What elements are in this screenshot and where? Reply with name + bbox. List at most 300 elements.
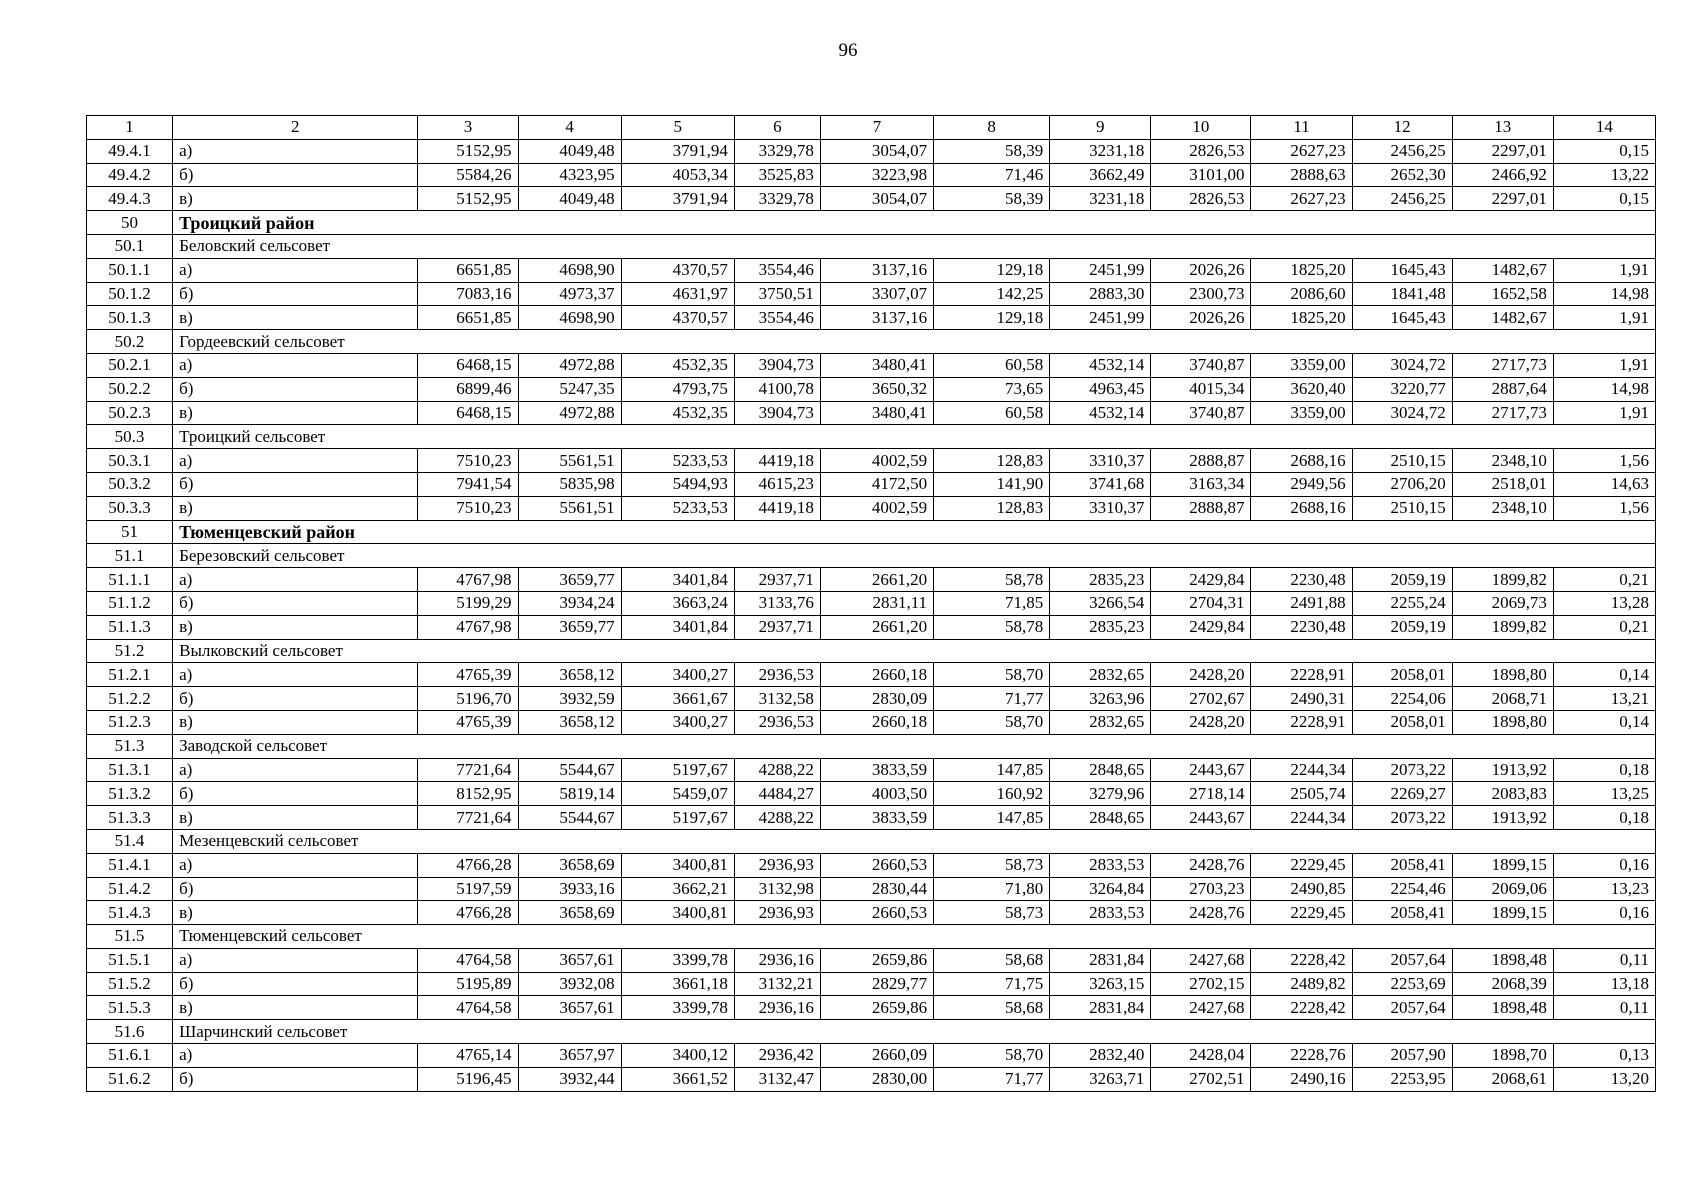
table-cell: 3279,96	[1050, 782, 1151, 806]
table-row	[87, 806, 1656, 830]
table-cell: 1482,67	[1452, 306, 1553, 330]
table-cell: 2348,10	[1452, 449, 1553, 473]
table-cell: 3480,41	[820, 353, 933, 377]
table-cell: 2888,87	[1151, 449, 1251, 473]
table-cell: 4288,22	[734, 758, 820, 782]
table-cell: 3658,12	[518, 663, 621, 687]
council-title: Беловский сельсовет	[173, 234, 1656, 258]
table-row	[87, 1044, 1656, 1068]
column-header: 10	[1151, 116, 1251, 140]
table-cell: 2451,99	[1050, 258, 1151, 282]
table-cell: 4419,18	[734, 496, 820, 520]
table-cell: 4049,48	[518, 187, 621, 211]
table-cell: 3054,07	[820, 139, 933, 163]
table-cell: 4615,23	[734, 472, 820, 496]
council-title: Тюменцевский сельсовет	[173, 925, 1656, 949]
table-cell: 3904,73	[734, 353, 820, 377]
table-cell: 3904,73	[734, 401, 820, 425]
table-row	[87, 353, 1656, 377]
council-title: Гордеевский сельсовет	[173, 330, 1656, 354]
table-cell: 2826,53	[1151, 139, 1251, 163]
table-cell: 2887,64	[1452, 377, 1553, 401]
table-cell: 4972,88	[518, 353, 621, 377]
table-cell: 3661,18	[621, 972, 734, 996]
table-cell: 2627,23	[1251, 187, 1352, 211]
table-cell: 1913,92	[1452, 758, 1553, 782]
table-cell: 5247,35	[518, 377, 621, 401]
table-cell: 58,70	[934, 1044, 1050, 1068]
council-title: Вылковский сельсовет	[173, 639, 1656, 663]
table-cell: 3932,59	[518, 687, 621, 711]
column-header: 14	[1553, 116, 1655, 140]
table-cell: 71,80	[934, 877, 1050, 901]
table-cell: 1645,43	[1352, 258, 1452, 282]
row-code: 51.4.1	[87, 853, 173, 877]
table-cell: 2069,73	[1452, 591, 1553, 615]
row-letter: а)	[173, 853, 418, 877]
table-cell: 3263,15	[1050, 972, 1151, 996]
table-cell: 2427,68	[1151, 996, 1251, 1020]
row-code: 49.4.1	[87, 139, 173, 163]
table-cell: 2059,19	[1352, 568, 1452, 592]
table-cell: 2848,65	[1050, 758, 1151, 782]
table-cell: 0,13	[1553, 1044, 1655, 1068]
table-row	[87, 710, 1656, 734]
table-cell: 2254,46	[1352, 877, 1452, 901]
row-code: 51	[87, 520, 173, 544]
table-cell: 2518,01	[1452, 472, 1553, 496]
table-cell: 3400,81	[621, 853, 734, 877]
table-cell: 3400,81	[621, 901, 734, 925]
table-cell: 1913,92	[1452, 806, 1553, 830]
row-letter: б)	[173, 472, 418, 496]
row-letter: а)	[173, 139, 418, 163]
table-cell: 13,21	[1553, 687, 1655, 711]
table-cell: 2068,71	[1452, 687, 1553, 711]
column-header: 7	[820, 116, 933, 140]
column-header: 13	[1452, 116, 1553, 140]
table-cell: 2704,31	[1151, 591, 1251, 615]
table-cell: 4973,37	[518, 282, 621, 306]
table-cell: 3263,96	[1050, 687, 1151, 711]
table-row	[87, 663, 1656, 687]
table-cell: 2443,67	[1151, 806, 1251, 830]
tariff-table	[86, 115, 1656, 1092]
subsection-row	[87, 425, 1656, 449]
page-number: 96	[838, 40, 858, 61]
section-row	[87, 211, 1656, 235]
table-cell: 2253,69	[1352, 972, 1452, 996]
row-code: 51.2.1	[87, 663, 173, 687]
table-cell: 129,18	[934, 258, 1050, 282]
table-cell: 0,18	[1553, 758, 1655, 782]
table-cell: 3741,68	[1050, 472, 1151, 496]
table-cell: 2937,71	[734, 568, 820, 592]
table-cell: 2937,71	[734, 615, 820, 639]
row-letter: в)	[173, 306, 418, 330]
table-cell: 1825,20	[1251, 306, 1352, 330]
table-cell: 0,21	[1553, 615, 1655, 639]
table-cell: 2229,45	[1251, 853, 1352, 877]
table-cell: 2883,30	[1050, 282, 1151, 306]
table-cell: 2936,42	[734, 1044, 820, 1068]
table-cell: 2428,04	[1151, 1044, 1251, 1068]
column-header: 9	[1050, 116, 1151, 140]
row-letter: а)	[173, 663, 418, 687]
table-cell: 2456,25	[1352, 139, 1452, 163]
table-cell: 2228,42	[1251, 996, 1352, 1020]
table-cell: 3662,49	[1050, 163, 1151, 187]
table-cell: 2428,20	[1151, 663, 1251, 687]
row-letter: б)	[173, 377, 418, 401]
table-cell: 2510,15	[1352, 449, 1452, 473]
table-cell: 2244,34	[1251, 758, 1352, 782]
table-cell: 2510,15	[1352, 496, 1452, 520]
table-cell: 4419,18	[734, 449, 820, 473]
table-cell: 3662,21	[621, 877, 734, 901]
table-cell: 2083,83	[1452, 782, 1553, 806]
table-cell: 7941,54	[418, 472, 518, 496]
table-row	[87, 139, 1656, 163]
row-code: 51.4.3	[87, 901, 173, 925]
table-cell: 1482,67	[1452, 258, 1553, 282]
table-cell: 3933,16	[518, 877, 621, 901]
table-cell: 3263,71	[1050, 1067, 1151, 1091]
table-cell: 3220,77	[1352, 377, 1452, 401]
table-cell: 2661,20	[820, 568, 933, 592]
table-row	[87, 282, 1656, 306]
table-cell: 2659,86	[820, 996, 933, 1020]
row-code: 51.5.2	[87, 972, 173, 996]
table-cell: 5835,98	[518, 472, 621, 496]
table-row	[87, 472, 1656, 496]
table-cell: 1,91	[1553, 353, 1655, 377]
table-cell: 2505,74	[1251, 782, 1352, 806]
row-letter: а)	[173, 948, 418, 972]
row-code: 49.4.2	[87, 163, 173, 187]
table-cell: 5233,53	[621, 496, 734, 520]
table-cell: 58,68	[934, 996, 1050, 1020]
table-cell: 7083,16	[418, 282, 518, 306]
row-code: 51.3.3	[87, 806, 173, 830]
table-cell: 4972,88	[518, 401, 621, 425]
table-cell: 2835,23	[1050, 568, 1151, 592]
council-title: Заводской сельсовет	[173, 734, 1656, 758]
table-cell: 2228,42	[1251, 948, 1352, 972]
table-cell: 14,98	[1553, 377, 1655, 401]
table-cell: 3934,24	[518, 591, 621, 615]
table-cell: 2936,53	[734, 663, 820, 687]
table-cell: 2718,14	[1151, 782, 1251, 806]
table-cell: 0,16	[1553, 901, 1655, 925]
table-cell: 3400,27	[621, 663, 734, 687]
table-cell: 6651,85	[418, 306, 518, 330]
table-cell: 3661,67	[621, 687, 734, 711]
table-cell: 2830,44	[820, 877, 933, 901]
table-cell: 4631,97	[621, 282, 734, 306]
row-letter: б)	[173, 163, 418, 187]
table-cell: 13,20	[1553, 1067, 1655, 1091]
row-code: 51.2.2	[87, 687, 173, 711]
table-cell: 4767,98	[418, 615, 518, 639]
table-cell: 4015,34	[1151, 377, 1251, 401]
table-row	[87, 948, 1656, 972]
table-cell: 2228,91	[1251, 710, 1352, 734]
table-cell: 4370,57	[621, 306, 734, 330]
row-code: 50.2.1	[87, 353, 173, 377]
table-cell: 2244,34	[1251, 806, 1352, 830]
table-cell: 3132,21	[734, 972, 820, 996]
table-cell: 3101,00	[1151, 163, 1251, 187]
table-cell: 129,18	[934, 306, 1050, 330]
table-cell: 1,91	[1553, 306, 1655, 330]
table-cell: 2230,48	[1251, 615, 1352, 639]
table-cell: 3400,12	[621, 1044, 734, 1068]
table-cell: 1898,80	[1452, 710, 1553, 734]
table-cell: 5544,67	[518, 806, 621, 830]
row-code: 51.5.3	[87, 996, 173, 1020]
table-row	[87, 782, 1656, 806]
row-code: 51.3.1	[87, 758, 173, 782]
table-cell: 2831,84	[1050, 948, 1151, 972]
table-cell: 2058,41	[1352, 853, 1452, 877]
table-cell: 14,63	[1553, 472, 1655, 496]
table-cell: 4764,58	[418, 996, 518, 1020]
table-cell: 5199,29	[418, 591, 518, 615]
table-cell: 3833,59	[820, 806, 933, 830]
table-cell: 3329,78	[734, 187, 820, 211]
subsection-row	[87, 330, 1656, 354]
row-code: 50.2.3	[87, 401, 173, 425]
table-cell: 5152,95	[418, 187, 518, 211]
table-cell: 4766,28	[418, 901, 518, 925]
table-cell: 2428,76	[1151, 853, 1251, 877]
table-cell: 13,18	[1553, 972, 1655, 996]
table-cell: 3132,98	[734, 877, 820, 901]
table-cell: 2429,84	[1151, 615, 1251, 639]
row-letter: в)	[173, 187, 418, 211]
table-cell: 60,58	[934, 353, 1050, 377]
table-cell: 4793,75	[621, 377, 734, 401]
district-title: Троицкий район	[173, 211, 1656, 235]
row-letter: а)	[173, 353, 418, 377]
district-title: Тюменцевский район	[173, 520, 1656, 544]
row-code: 51.2	[87, 639, 173, 663]
table-cell: 5196,70	[418, 687, 518, 711]
table-cell: 4002,59	[820, 496, 933, 520]
table-cell: 4764,58	[418, 948, 518, 972]
table-cell: 2936,93	[734, 901, 820, 925]
table-cell: 2703,23	[1151, 877, 1251, 901]
table-cell: 4766,28	[418, 853, 518, 877]
table-cell: 2490,31	[1251, 687, 1352, 711]
table-cell: 1645,43	[1352, 306, 1452, 330]
table-cell: 2269,27	[1352, 782, 1452, 806]
subsection-row	[87, 639, 1656, 663]
row-code: 51.1.3	[87, 615, 173, 639]
table-cell: 2069,06	[1452, 877, 1553, 901]
column-header: 11	[1251, 116, 1352, 140]
table-cell: 1,91	[1553, 401, 1655, 425]
table-cell: 1,91	[1553, 258, 1655, 282]
table-cell: 2829,77	[820, 972, 933, 996]
table-cell: 2489,82	[1251, 972, 1352, 996]
table-cell: 2073,22	[1352, 758, 1452, 782]
table-cell: 2702,51	[1151, 1067, 1251, 1091]
table-cell: 3399,78	[621, 996, 734, 1020]
table-cell: 2254,06	[1352, 687, 1452, 711]
table-cell: 3223,98	[820, 163, 933, 187]
column-header: 8	[934, 116, 1050, 140]
table-cell: 58,78	[934, 615, 1050, 639]
row-code: 51.4	[87, 829, 173, 853]
subsection-row	[87, 925, 1656, 949]
table-cell: 2443,67	[1151, 758, 1251, 782]
table-cell: 6468,15	[418, 353, 518, 377]
table-cell: 4053,34	[621, 163, 734, 187]
row-letter: б)	[173, 877, 418, 901]
table-cell: 2058,41	[1352, 901, 1452, 925]
table-cell: 71,85	[934, 591, 1050, 615]
table-row	[87, 568, 1656, 592]
table-cell: 2835,23	[1050, 615, 1151, 639]
table-cell: 58,70	[934, 710, 1050, 734]
table-cell: 2688,16	[1251, 496, 1352, 520]
table-cell: 4003,50	[820, 782, 933, 806]
table-cell: 0,18	[1553, 806, 1655, 830]
row-code: 51.2.3	[87, 710, 173, 734]
table-cell: 2228,76	[1251, 1044, 1352, 1068]
table-cell: 2451,99	[1050, 306, 1151, 330]
table-cell: 0,15	[1553, 139, 1655, 163]
table-cell: 1898,80	[1452, 663, 1553, 687]
table-cell: 2833,53	[1050, 853, 1151, 877]
table-cell: 3359,00	[1251, 353, 1352, 377]
table-row	[87, 853, 1656, 877]
council-title: Мезенцевский сельсовет	[173, 829, 1656, 853]
row-letter: а)	[173, 758, 418, 782]
table-cell: 1841,48	[1352, 282, 1452, 306]
table-cell: 3231,18	[1050, 139, 1151, 163]
row-letter: б)	[173, 282, 418, 306]
table-cell: 2936,16	[734, 996, 820, 1020]
row-code: 50.1.2	[87, 282, 173, 306]
table-cell: 2086,60	[1251, 282, 1352, 306]
table-cell: 2706,20	[1352, 472, 1452, 496]
table-cell: 1898,48	[1452, 996, 1553, 1020]
table-cell: 73,65	[934, 377, 1050, 401]
column-header: 3	[418, 116, 518, 140]
table-cell: 2717,73	[1452, 353, 1553, 377]
table-cell: 4049,48	[518, 139, 621, 163]
row-code: 51.1.1	[87, 568, 173, 592]
table-cell: 3657,61	[518, 996, 621, 1020]
table-cell: 71,46	[934, 163, 1050, 187]
table-cell: 2057,64	[1352, 948, 1452, 972]
row-letter: а)	[173, 1044, 418, 1068]
table-cell: 3264,84	[1050, 877, 1151, 901]
table-cell: 5819,14	[518, 782, 621, 806]
table-cell: 1825,20	[1251, 258, 1352, 282]
table-row	[87, 591, 1656, 615]
table-cell: 3024,72	[1352, 353, 1452, 377]
table-cell: 142,25	[934, 282, 1050, 306]
table-cell: 2057,64	[1352, 996, 1452, 1020]
table-cell: 2832,65	[1050, 663, 1151, 687]
section-row	[87, 520, 1656, 544]
table-cell: 2466,92	[1452, 163, 1553, 187]
row-code: 50.3	[87, 425, 173, 449]
row-code: 50.3.1	[87, 449, 173, 473]
table-cell: 2830,09	[820, 687, 933, 711]
table-row	[87, 163, 1656, 187]
table-cell: 2057,90	[1352, 1044, 1452, 1068]
table-cell: 2660,18	[820, 663, 933, 687]
row-letter: а)	[173, 568, 418, 592]
table-cell: 2831,84	[1050, 996, 1151, 1020]
column-header: 5	[621, 116, 734, 140]
table-row	[87, 687, 1656, 711]
row-letter: а)	[173, 449, 418, 473]
table-cell: 2068,61	[1452, 1067, 1553, 1091]
table-cell: 58,39	[934, 187, 1050, 211]
table-cell: 4765,39	[418, 710, 518, 734]
row-code: 50.1	[87, 234, 173, 258]
table-cell: 2717,73	[1452, 401, 1553, 425]
subsection-row	[87, 829, 1656, 853]
table-cell: 3132,47	[734, 1067, 820, 1091]
table-cell: 3163,34	[1151, 472, 1251, 496]
table-cell: 2832,65	[1050, 710, 1151, 734]
table-cell: 2848,65	[1050, 806, 1151, 830]
table-cell: 3658,69	[518, 853, 621, 877]
table-cell: 5152,95	[418, 139, 518, 163]
table-cell: 4484,27	[734, 782, 820, 806]
column-header: 12	[1352, 116, 1452, 140]
table-cell: 2230,48	[1251, 568, 1352, 592]
row-letter: в)	[173, 496, 418, 520]
table-cell: 2348,10	[1452, 496, 1553, 520]
table-cell: 2702,67	[1151, 687, 1251, 711]
table-cell: 2702,15	[1151, 972, 1251, 996]
table-cell: 3740,87	[1151, 401, 1251, 425]
table-row	[87, 377, 1656, 401]
table-cell: 58,73	[934, 853, 1050, 877]
table-cell: 4370,57	[621, 258, 734, 282]
table-cell: 13,28	[1553, 591, 1655, 615]
table-cell: 2833,53	[1050, 901, 1151, 925]
table-cell: 3554,46	[734, 306, 820, 330]
table-cell: 2660,09	[820, 1044, 933, 1068]
header-row	[87, 116, 1656, 140]
table-cell: 2490,85	[1251, 877, 1352, 901]
row-code: 50.3.2	[87, 472, 173, 496]
table-cell: 1899,15	[1452, 901, 1553, 925]
subsection-row	[87, 734, 1656, 758]
column-header: 1	[87, 116, 173, 140]
table-cell: 3525,83	[734, 163, 820, 187]
table-cell: 4698,90	[518, 306, 621, 330]
table-cell: 58,70	[934, 663, 1050, 687]
table-cell: 2253,95	[1352, 1067, 1452, 1091]
table-cell: 5494,93	[621, 472, 734, 496]
table-cell: 4698,90	[518, 258, 621, 282]
table-cell: 4532,14	[1050, 401, 1151, 425]
row-letter: б)	[173, 1067, 418, 1091]
table-cell: 1898,70	[1452, 1044, 1553, 1068]
table-cell: 141,90	[934, 472, 1050, 496]
table-cell: 7510,23	[418, 496, 518, 520]
